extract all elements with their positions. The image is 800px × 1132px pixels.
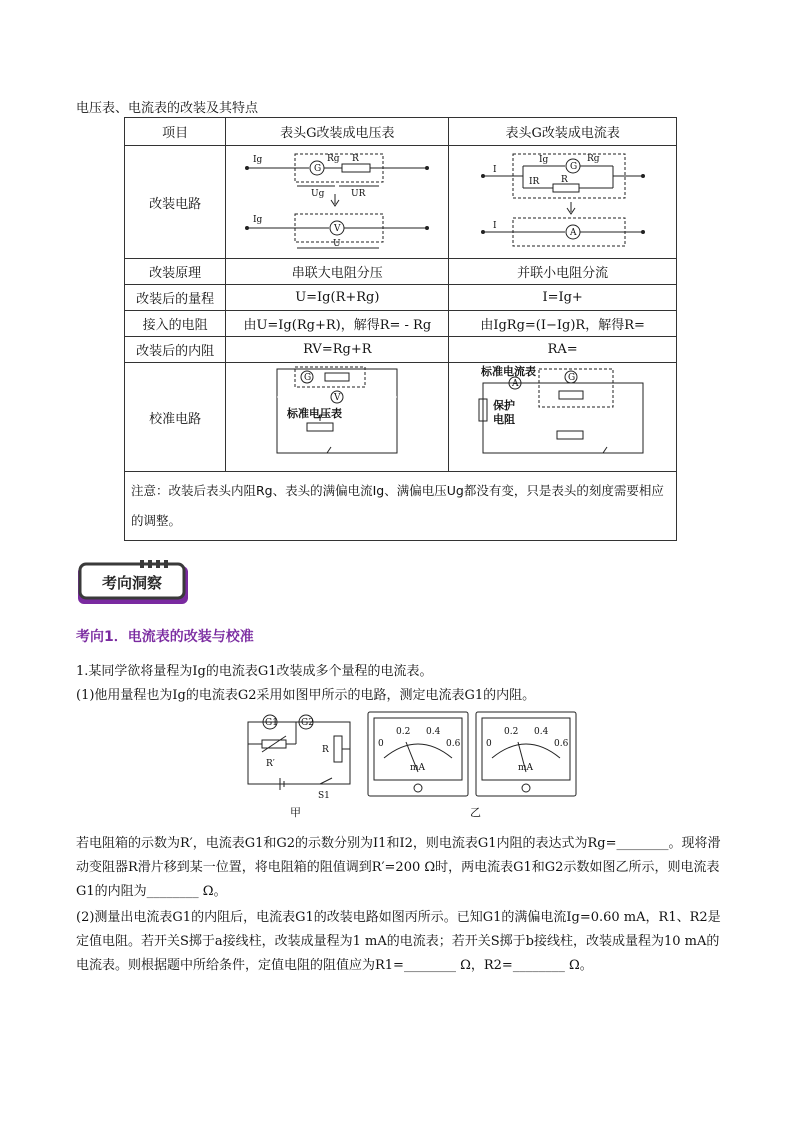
row-label: 改装电路 (125, 146, 226, 259)
meter1-tick-06: 0.6 (446, 739, 461, 749)
label-v: V (334, 224, 341, 234)
voltmeter-circuit-cell (226, 146, 449, 259)
label-ig-a: Ig (538, 155, 548, 165)
meter2-tick-06: 0.6 (554, 739, 569, 749)
voltmeter-circuit-diagram (227, 146, 447, 254)
fig-label-jia: 甲 (290, 806, 301, 819)
meter2-unit: mA (518, 763, 534, 773)
header-voltmeter: 表头G改装成电压表 (226, 118, 449, 146)
label-ug: Ug (311, 189, 325, 199)
cal-label-v: V (334, 393, 341, 403)
std-voltmeter-label: 标准电压表 (287, 407, 343, 420)
badge-label: 考向洞察 (101, 574, 163, 592)
voltmeter-internal-resistance: RV=Rg+R (226, 337, 449, 363)
question-title: 考向1．电流表的改装与校准 (76, 629, 254, 645)
label-r: R (352, 154, 360, 164)
voltmeter-calibration-diagram (227, 363, 447, 467)
question-paragraph-1: 1.某同学欲将量程为Ig的电流表G1改装成多个量程的电流表。 (76, 664, 433, 679)
cal-label-g: G (304, 373, 312, 383)
label-i: I (492, 165, 497, 175)
row-label: 改装原理 (125, 259, 226, 285)
label-rg-a: Rg (586, 154, 600, 164)
voltmeter-calibration-cell (226, 363, 449, 472)
label-a: A (569, 228, 577, 238)
question-paragraph-2: (1)他用量程也为Ig的电流表G2采用如图甲所示的电路，测定电流表G1的内阻。 (76, 688, 536, 703)
meter2-tick-0: 0 (486, 739, 492, 749)
label-ig-2: Ig (253, 215, 263, 225)
ammeter-circuit-diagram (453, 146, 673, 254)
voltmeter-resistor: 由U=Ig(Rg+R)，解得R= - Rg (226, 311, 449, 337)
fig-label-g2: G2 (301, 718, 314, 728)
label-rg: Rg (327, 154, 340, 164)
section-title: 电压表、电流表的改装及其特点 (76, 101, 259, 116)
ammeter-range: I=Ig+ (449, 285, 677, 311)
header-item: 项目 (125, 118, 226, 146)
cal-label-a: A (511, 379, 519, 389)
row-label: 改装后的内阻 (125, 337, 226, 363)
meter2-tick-04: 0.4 (534, 727, 549, 737)
voltmeter-range: U=Ig(R+Rg) (226, 285, 449, 311)
label-g-a: G (569, 162, 577, 172)
label-ig: Ig (253, 155, 263, 165)
meter1-tick-04: 0.4 (426, 727, 441, 737)
meter1-tick-02: 0.2 (396, 727, 411, 737)
fig-label-yi: 乙 (470, 806, 481, 819)
label-ir: IR (528, 177, 539, 187)
header-ammeter: 表头G改装成电流表 (449, 118, 677, 146)
meter1-tick-0: 0 (378, 739, 384, 749)
resistor-label: 电阻 (492, 413, 515, 426)
ammeter-calibration-cell (449, 363, 677, 472)
ammeter-internal-resistance: RA= (449, 337, 677, 363)
label-g: G (314, 164, 322, 174)
std-ammeter-label: 标准电流表 (480, 365, 536, 378)
row-label: 接入的电阻 (125, 311, 226, 337)
figure-jia-yi (240, 710, 580, 820)
ammeter-resistor: 由IgRg=(I−Ig)R，解得R= (449, 311, 677, 337)
protect-label: 保护 (492, 399, 515, 412)
label-i-2: I (492, 221, 497, 231)
ammeter-principle: 并联小电阻分流 (449, 259, 677, 285)
row-label: 改装后的量程 (125, 285, 226, 311)
fig-label-g1: G1 (265, 718, 278, 728)
meter-conversion-table (124, 117, 677, 541)
question-paragraph-4: (2)测量出电流表G1的内阻后，电流表G1的改装电路如图丙所示。已知G1的满偏电流Ig=0.60 mA，R1、R2是定值电阻。若开关S掷于a接线柱，改装成量程为1 mA的电流表；若开关S掷于b接线柱，改装成量程为10 mA的电流表。则根据题中所给条件，定值电阻的阻值应为R1=________ Ω，R2=________ Ω。 (76, 910, 721, 973)
label-ur: UR (351, 189, 366, 199)
question-paragraph-3: 若电阻箱的示数为R′，电流表G1和G2的示数分别为I1和I2，则电流表G1内阻的表达式为Rg=________。现将滑动变阻器R滑片移到某一位置，将电阻箱的阻值调到R′=200 Ω时，两电流表G1和G2示数如图乙所示，则电流表G1的内阻为________ Ω。 (76, 836, 721, 899)
label-u: U (333, 239, 341, 249)
ammeter-circuit-cell (449, 146, 677, 259)
fig-label-rprime: R′ (266, 759, 275, 769)
fig-label-r: R (322, 745, 329, 755)
meter1-unit: mA (410, 763, 426, 773)
ammeter-calibration-diagram (453, 363, 673, 467)
voltmeter-principle: 串联大电阻分压 (226, 259, 449, 285)
label-r-a: R (560, 175, 568, 185)
cal-label-g-2: G (567, 373, 575, 383)
row-label: 校准电路 (125, 363, 226, 472)
note-cell: 注意：改装后表头内阻Rg、表头的满偏电流Ig、满偏电压Ug都没有变，只是表头的刻度需要相应的调整。 (125, 472, 677, 541)
meter2-tick-02: 0.2 (504, 727, 519, 737)
section-badge (78, 560, 190, 606)
fig-label-s1: S1 (318, 791, 330, 801)
